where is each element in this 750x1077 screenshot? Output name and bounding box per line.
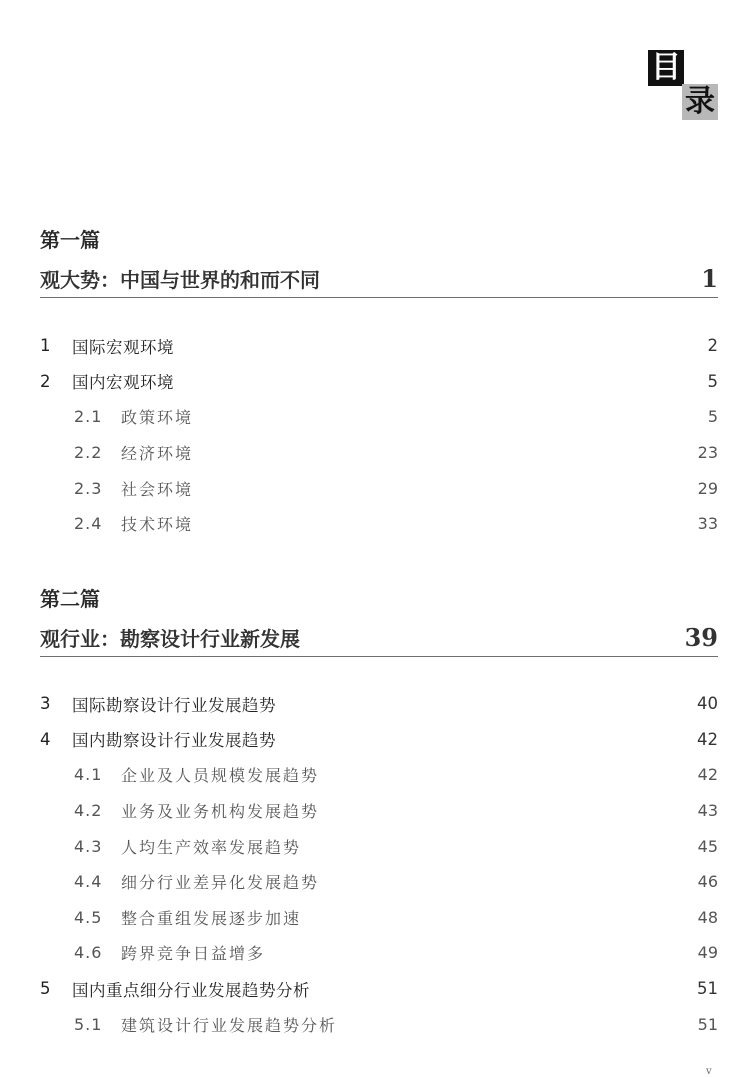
entry-page-number: 51 bbox=[697, 1014, 718, 1034]
entry-title: 国内勘察设计行业发展趋势 bbox=[72, 731, 276, 751]
entry-left bbox=[40, 405, 193, 428]
entry-page-number: 33 bbox=[697, 514, 718, 534]
entry-page-number: 5 bbox=[707, 407, 718, 427]
entry-number: 2.3 bbox=[74, 478, 103, 498]
toc-chapter-entry[interactable] bbox=[40, 364, 718, 400]
part-2-header bbox=[40, 584, 718, 657]
part-page-number: 39 bbox=[684, 623, 718, 652]
entry-page-number: 42 bbox=[697, 729, 718, 749]
part-2-entries bbox=[40, 686, 718, 1042]
entry-page-number: 45 bbox=[697, 836, 718, 856]
part-title-row[interactable] bbox=[40, 614, 718, 657]
entry-title: 政策环境 bbox=[121, 408, 194, 428]
toc-section-entry[interactable] bbox=[40, 864, 718, 900]
entry-left bbox=[40, 369, 174, 393]
entry-left bbox=[40, 692, 276, 716]
part-1-header bbox=[40, 225, 718, 298]
entry-number: 5 bbox=[40, 979, 51, 999]
entry-left bbox=[40, 477, 193, 500]
toc-section-entry[interactable] bbox=[40, 506, 718, 542]
entry-title: 国际勘察设计行业发展趋势 bbox=[72, 695, 276, 715]
entry-number: 3 bbox=[40, 694, 51, 714]
toc-section-entry[interactable] bbox=[40, 793, 718, 829]
toc-section-entry[interactable] bbox=[40, 900, 718, 936]
toc-section-entry[interactable] bbox=[40, 435, 718, 471]
toc-chapter-entry[interactable] bbox=[40, 722, 718, 758]
entry-number: 2.1 bbox=[74, 407, 103, 427]
entry-page-number: 2 bbox=[707, 336, 718, 356]
entry-left bbox=[40, 334, 174, 358]
entry-page-number: 42 bbox=[697, 765, 718, 785]
entry-title: 跨界竞争日益增多 bbox=[121, 944, 266, 964]
toc-heading bbox=[648, 50, 718, 120]
entry-title: 经济环境 bbox=[121, 444, 194, 464]
entry-number: 2.4 bbox=[74, 514, 103, 534]
entry-number: 4.2 bbox=[74, 801, 103, 821]
entry-left bbox=[40, 441, 193, 464]
entry-title: 国际宏观环境 bbox=[72, 337, 174, 357]
entry-left bbox=[40, 906, 301, 929]
entry-left bbox=[40, 835, 301, 858]
entry-title: 国内宏观环境 bbox=[72, 373, 174, 393]
entry-title: 业务及业务机构发展趋势 bbox=[121, 802, 320, 822]
entry-number: 5.1 bbox=[74, 1014, 103, 1034]
toc-section-entry[interactable] bbox=[40, 1006, 718, 1042]
part-label: 第二篇 bbox=[40, 587, 100, 611]
part-title: 观大势：中国与世界的和而不同 bbox=[40, 268, 320, 292]
entry-number: 4.5 bbox=[74, 907, 103, 927]
entry-page-number: 48 bbox=[697, 907, 718, 927]
entry-left bbox=[40, 977, 310, 1001]
entry-left bbox=[40, 763, 319, 786]
toc-heading-char-1: 目 bbox=[648, 50, 684, 86]
entry-left bbox=[40, 512, 193, 535]
toc-chapter-entry[interactable] bbox=[40, 686, 718, 722]
toc-section-entry[interactable] bbox=[40, 828, 718, 864]
entry-title: 整合重组发展逐步加速 bbox=[121, 908, 302, 928]
toc-chapter-entry[interactable] bbox=[40, 971, 718, 1007]
entry-left bbox=[40, 870, 319, 893]
entry-title: 社会环境 bbox=[121, 479, 194, 499]
toc-section-entry[interactable] bbox=[40, 399, 718, 435]
entry-page-number: 40 bbox=[697, 694, 718, 714]
entry-page-number: 23 bbox=[697, 443, 718, 463]
entry-page-number: 46 bbox=[697, 872, 718, 892]
entry-left bbox=[40, 941, 265, 964]
entry-page-number: 49 bbox=[697, 943, 718, 963]
entry-page-number: 5 bbox=[707, 371, 718, 391]
entry-number: 4.1 bbox=[74, 765, 103, 785]
entry-left bbox=[40, 799, 319, 822]
toc-section-entry[interactable] bbox=[40, 470, 718, 506]
part-title: 观行业：勘察设计行业新发展 bbox=[40, 627, 300, 651]
entry-page-number: 51 bbox=[697, 979, 718, 999]
entry-number: 4.6 bbox=[74, 943, 103, 963]
page-folio: v bbox=[706, 1066, 712, 1077]
entry-number: 4.3 bbox=[74, 836, 103, 856]
part-1-entries bbox=[40, 328, 718, 542]
entry-page-number: 29 bbox=[697, 478, 718, 498]
toc-section-entry[interactable] bbox=[40, 935, 718, 971]
entry-title: 建筑设计行业发展趋势分析 bbox=[121, 1015, 338, 1035]
part-page-number: 1 bbox=[701, 264, 718, 293]
toc-heading-char-2: 录 bbox=[682, 84, 718, 120]
entry-left bbox=[40, 727, 276, 751]
entry-page-number: 43 bbox=[697, 801, 718, 821]
entry-number: 4.4 bbox=[74, 872, 103, 892]
part-label: 第一篇 bbox=[40, 228, 100, 252]
entry-title: 企业及人员规模发展趋势 bbox=[121, 766, 320, 786]
entry-title: 技术环境 bbox=[121, 515, 194, 535]
toc-section-entry[interactable] bbox=[40, 757, 718, 793]
part-title-row[interactable] bbox=[40, 255, 718, 298]
entry-number: 2.2 bbox=[74, 443, 103, 463]
entry-number: 1 bbox=[40, 336, 51, 356]
toc-chapter-entry[interactable] bbox=[40, 328, 718, 364]
entry-number: 4 bbox=[40, 729, 51, 749]
entry-title: 细分行业差异化发展趋势 bbox=[121, 873, 320, 893]
entry-left bbox=[40, 1013, 337, 1036]
entry-title: 人均生产效率发展趋势 bbox=[121, 837, 302, 857]
entry-number: 2 bbox=[40, 371, 51, 391]
entry-title: 国内重点细分行业发展趋势分析 bbox=[72, 980, 310, 1000]
